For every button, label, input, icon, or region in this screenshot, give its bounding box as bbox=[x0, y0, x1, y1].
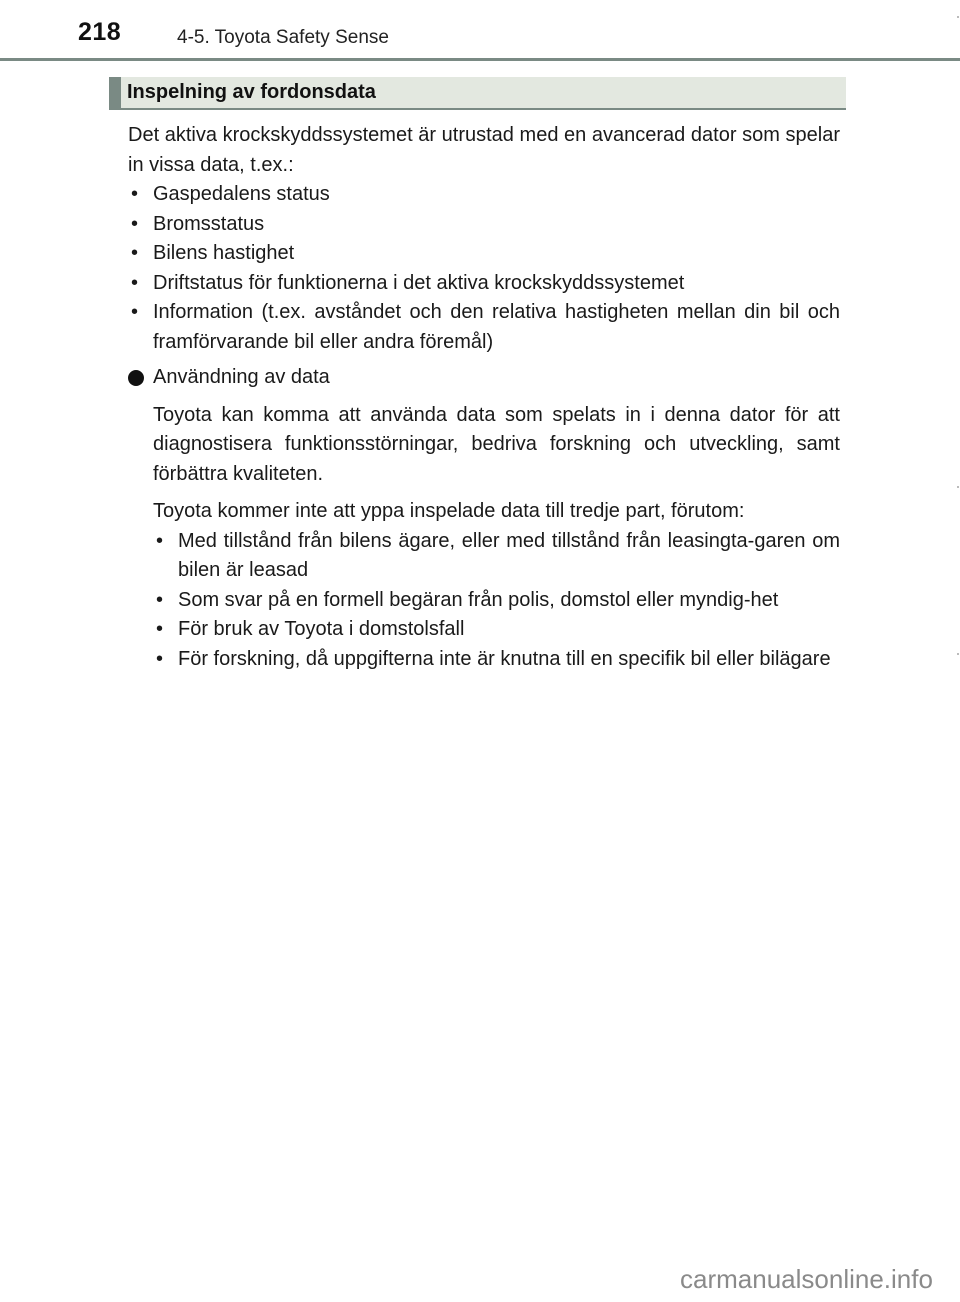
bullet-icon: • bbox=[131, 271, 139, 294]
bullet-icon: • bbox=[131, 301, 139, 323]
bullet-icon: • bbox=[131, 183, 139, 205]
list-item: • Som svar på en formell begäran från polis, domstol eller myndig-het bbox=[153, 586, 840, 616]
heading-accent-bar bbox=[109, 77, 121, 108]
usage-section bbox=[128, 401, 840, 675]
exceptions-list bbox=[153, 527, 840, 675]
bullet-icon: • bbox=[156, 588, 164, 611]
crop-mark bbox=[957, 486, 959, 488]
list-item: • Med tillstånd från bilens ägare, eller med tillstånd från leasingta-garen om bilen är leasad bbox=[153, 527, 840, 586]
bullet-icon: • bbox=[156, 647, 164, 670]
bullet-icon: • bbox=[131, 212, 139, 235]
list-item: • Gaspedalens status bbox=[128, 180, 840, 210]
list-item: • Bromsstatus bbox=[128, 210, 840, 240]
watermark: carmanualsonline.info bbox=[680, 1264, 933, 1294]
list-item: • Information (t.ex. avståndet och den relativa hastigheten mellan din bil och framförvarande bil eller andra föremål) bbox=[128, 298, 840, 357]
content-body bbox=[128, 121, 840, 674]
recorded-data-list bbox=[128, 180, 840, 357]
heading-text: Inspelning av fordonsdata bbox=[127, 81, 376, 103]
usage-subheading bbox=[128, 363, 840, 393]
usage-title: Användning av data bbox=[153, 366, 330, 388]
bullet-icon: • bbox=[131, 242, 139, 264]
section-title: 4-5. Toyota Safety Sense bbox=[177, 27, 389, 48]
filled-circle-icon bbox=[128, 370, 144, 386]
usage-paragraph-1: Toyota kan komma att använda data som spelats in i denna dator för att diagnostisera funktionsstörningar, bedriva forskning och utveckling, samt förbättra kvaliteten. bbox=[153, 403, 840, 485]
list-item: • Bilens hastighet bbox=[128, 239, 840, 269]
bullet-icon: • bbox=[156, 618, 164, 640]
list-item: • Driftstatus för funktionerna i det aktiva krockskyddssystemet bbox=[128, 269, 840, 299]
bullet-icon: • bbox=[156, 529, 164, 552]
header-rule bbox=[0, 58, 960, 61]
section-heading bbox=[109, 77, 846, 110]
intro-paragraph: Det aktiva krockskyddssystemet är utrustad med en avancerad dator som spelar in vissa data, t.ex.: bbox=[128, 124, 840, 176]
page-number: 218 bbox=[78, 18, 122, 46]
list-item: • För forskning, då uppgifterna inte är knutna till en specifik bil eller bilägare bbox=[153, 645, 840, 675]
usage-paragraph-2: Toyota kommer inte att yppa inspelade data till tredje part, förutom: bbox=[153, 500, 745, 522]
list-item: • För bruk av Toyota i domstolsfall bbox=[153, 615, 840, 645]
crop-mark bbox=[957, 653, 959, 655]
crop-mark bbox=[957, 16, 959, 18]
